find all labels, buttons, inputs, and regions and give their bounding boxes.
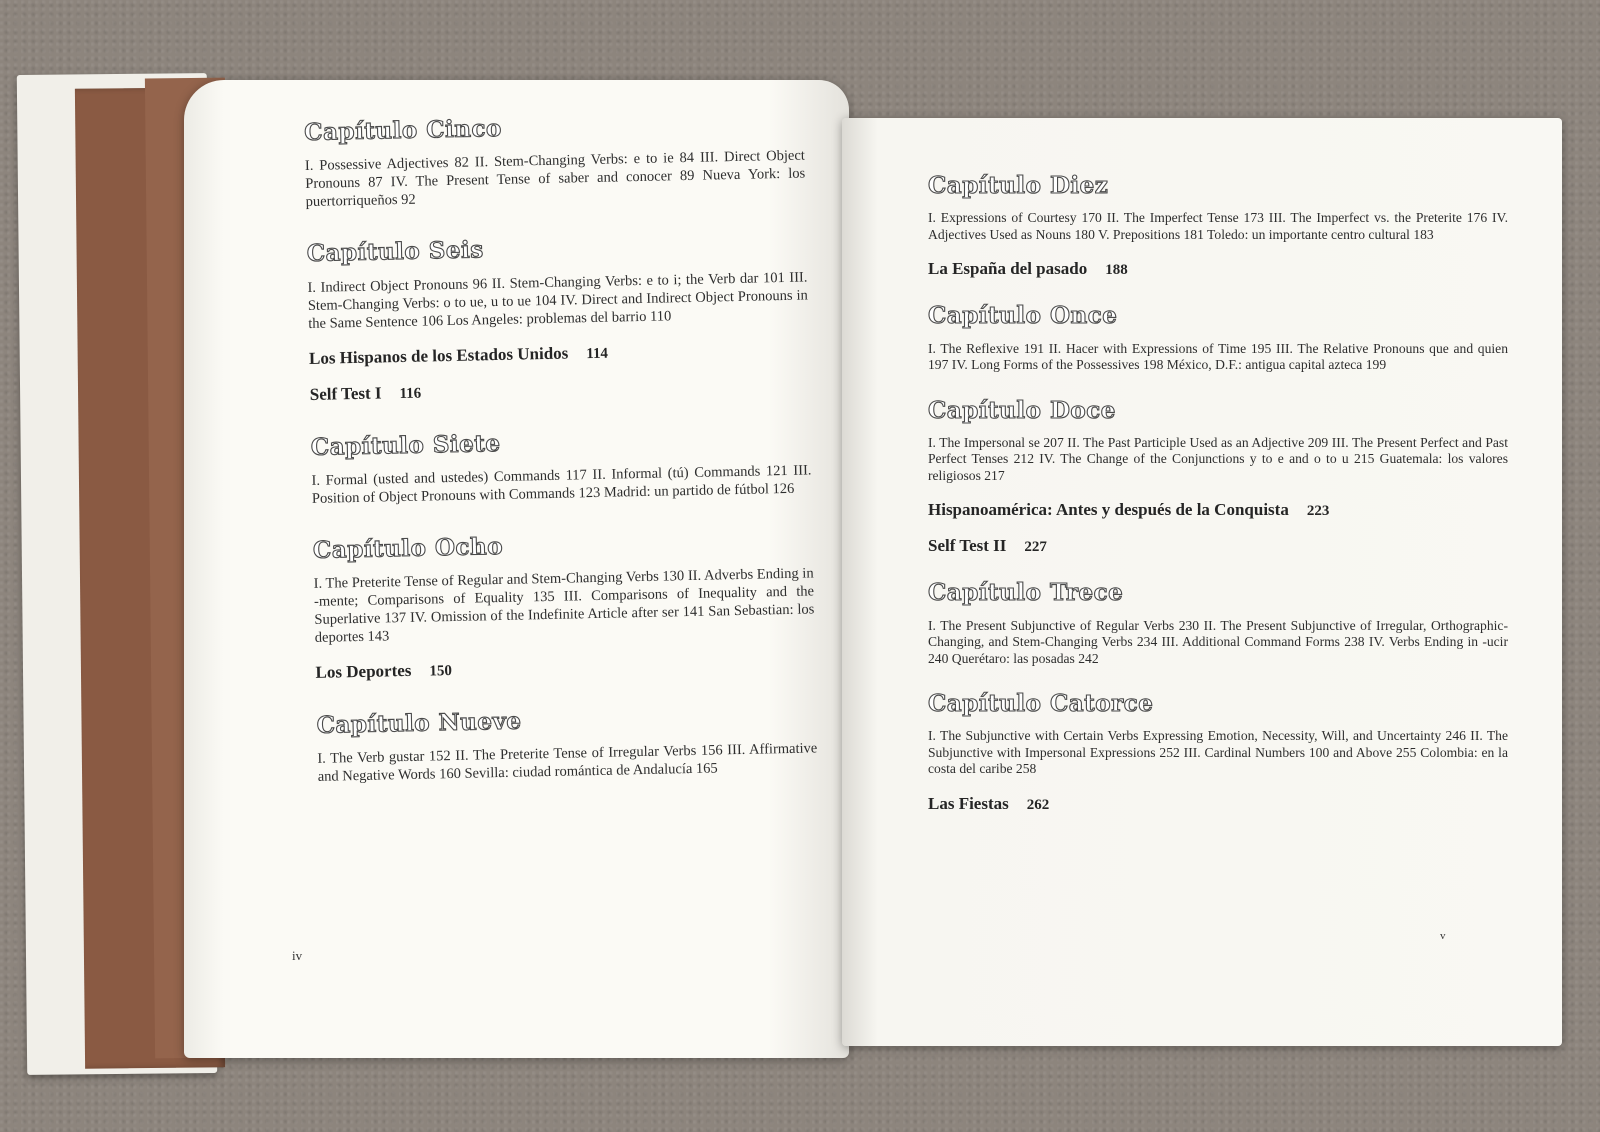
chapter-block [928, 398, 1508, 557]
section-page-number: 150 [429, 663, 453, 680]
section-entry [315, 653, 815, 683]
section-title: La España del pasado [928, 259, 1088, 279]
section-page-number: 188 [1105, 262, 1128, 279]
chapter-title: Capítulo Nueve [316, 707, 522, 740]
section-title: Self Test I [309, 383, 382, 404]
chapter-contents-text: I. Indirect Object Pronouns 96 II. Stem-Changing Verbs: e to i; the Verb dar 101 III. Stem-Changing Verbs: o to ue, u to ue 104 IV. Direct and Indirect Object Pronouns in the Same Sentence 106 Los Angeles: problemas del barrio 110 [307, 269, 808, 332]
section-page-number: 114 [586, 345, 609, 362]
chapter-contents-text: I. The Verb gustar 152 II. The Preterite Tense of Irregular Verbs 156 III. Affirmative and Negative Words 160 Sevilla: ciudad romántica de Andalucía 165 [317, 740, 818, 786]
chapter-contents-text: I. The Preterite Tense of Regular and Stem-Changing Verbs 130 II. Adverbs Ending in -mente; Comparisons of Equality 135 III. Comparisons of Inequality and the Superlative 137 IV. Omission of the Indefinite Article after ser 141 San Sebastian: los deportes 143 [313, 565, 815, 647]
section-entry [928, 794, 1508, 814]
chapter-title: Capítulo Ocho [312, 532, 504, 564]
section-page-number: 227 [1024, 539, 1047, 556]
chapter-block [313, 527, 816, 683]
chapter-contents-text: I. Possessive Adjectives 82 II. Stem-Changing Verbs: e to ie 84 III. Direct Object Pronouns 87 IV. The Present Tense of saber and conocer 89 Nueva York: los puertorriqueños 92 [304, 147, 806, 211]
chapter-contents-text: I. The Reflexive 191 II. Hacer with Expressions of Time 195 III. The Relative Pronouns que and quien 197 IV. Long Forms of the Possessives 198 México, D.F.: antigua capital azteca 199 [928, 340, 1508, 373]
section-page-number: 223 [1306, 503, 1330, 520]
section-page-number: 262 [1026, 796, 1050, 813]
chapter-title: Capítulo Catorce [928, 690, 1154, 718]
chapter-title: Capítulo Trece [928, 579, 1124, 607]
right-page-contents [928, 173, 1508, 838]
chapter-block [928, 173, 1508, 279]
section-title: Las Fiestas [928, 793, 1009, 813]
chapter-block [307, 231, 810, 405]
chapter-contents-text: I. Formal (usted and ustedes) Commands 117 II. Informal (tú) Commands 121 III. Position of Object Pronouns with Commands 123 Madrid: un partido de fútbol 126 [311, 462, 812, 507]
section-entry [309, 338, 809, 368]
section-title: Los Hispanos de los Estados Unidos [308, 343, 569, 368]
chapter-contents-text: I. The Present Subjunctive of Regular Verbs 230 II. The Present Subjunctive of Irregular, Orthographic-Changing, and Stem-Changing Verbs 234 III. Additional Command Forms 238 IV. Verbs Ending in -ucir 240 Querétaro: las posadas 242 [928, 617, 1508, 666]
section-entry [928, 259, 1508, 279]
page-number-left: iv [292, 948, 303, 963]
chapter-title: Capítulo Once [928, 302, 1118, 330]
page-number-right: v [1440, 930, 1446, 942]
chapter-title: Capítulo Siete [310, 429, 501, 461]
chapter-contents-text: I. The Impersonal se 207 II. The Past Participle Used as an Adjective 209 III. The Present Perfect and Past Perfect Tenses 212 IV. The Change of the Conjunctions y to e and o to u 215 Guatemala: los valores religiosos 217 [928, 434, 1508, 483]
chapter-block [316, 703, 817, 787]
chapter-title: Capítulo Diez [928, 172, 1109, 199]
chapter-contents-text: I. Expressions of Courtesy 170 II. The Imperfect Tense 173 III. The Imperfect vs. the Preterite 176 IV. Adjectives Used as Nouns 180 V. Prepositions 181 Toledo: un importante centro cultural 183 [928, 210, 1508, 242]
section-title: Hispanoamérica: Antes y después de la Conquista [928, 500, 1289, 520]
right-page [842, 118, 1562, 1046]
section-title: Los Deportes [315, 661, 412, 683]
chapter-block [311, 424, 812, 508]
section-entry [310, 374, 810, 404]
chapter-title: Capítulo Doce [928, 396, 1116, 424]
left-page [184, 80, 849, 1058]
chapter-block [928, 691, 1508, 814]
section-page-number: 116 [399, 385, 422, 402]
left-page-contents [304, 110, 818, 817]
chapter-block [304, 110, 806, 212]
chapter-block [928, 580, 1508, 667]
chapter-title: Capítulo Seis [306, 236, 484, 268]
chapter-block [928, 303, 1508, 373]
chapter-title: Capítulo Cinco [303, 114, 503, 146]
section-entry [928, 500, 1508, 520]
chapter-contents-text: I. The Subjunctive with Certain Verbs Expressing Emotion, Necessity, Will, and Uncertainty 246 II. The Subjunctive with Impersonal Expressions 252 III. Cardinal Numbers 100 and Above 255 Colombia: en la costa del caribe 258 [928, 728, 1508, 777]
section-entry [928, 536, 1508, 556]
section-title: Self Test II [928, 536, 1007, 556]
